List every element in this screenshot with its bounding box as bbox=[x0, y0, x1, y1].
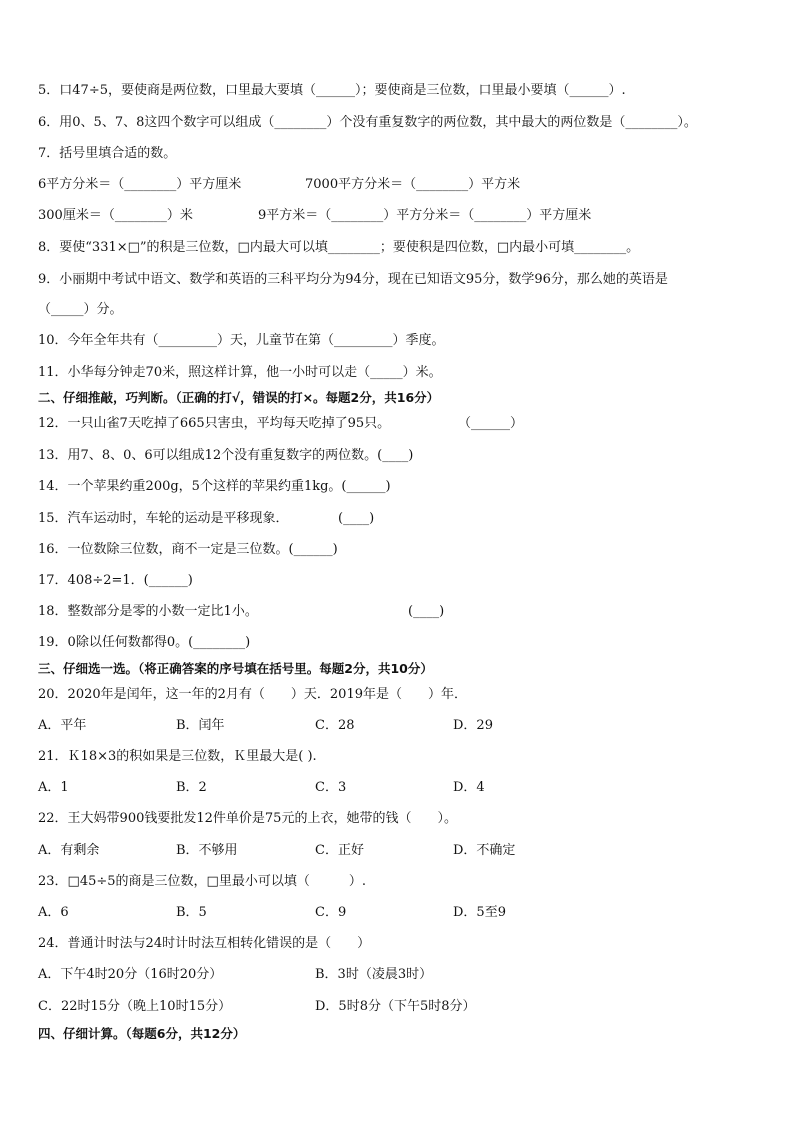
question-6: 6．用0、5、7、8这四个数字可以组成（________）个没有重复数字的两位数，其中最大的两位数是（________）。 bbox=[38, 115, 697, 130]
question-15: 15．汽车运动时，车轮的运动是平移现象． bbox=[38, 511, 289, 526]
question-24: 24．普通计时法与24时计时法互相转化错误的是（ ） bbox=[38, 936, 371, 951]
question-12: 12．一只山雀7天吃掉了665只害虫，平均每天吃掉了95只。 bbox=[38, 416, 391, 431]
question-18-blank: (____) bbox=[408, 604, 445, 619]
section-3-title: 三、仔细选一选。（将正确答案的序号填在括号里。每题2分，共10分） bbox=[38, 661, 433, 676]
question-12-blank: （______） bbox=[458, 416, 524, 431]
question-7: 7．括号里填合适的数。 bbox=[38, 146, 177, 161]
question-22-option-a: A．有剩余 bbox=[38, 843, 100, 858]
question-20: 20．2020年是闰年，这一年的2月有（ ）天．2019年是（ ）年． bbox=[38, 687, 467, 702]
question-23-option-d: D．5至9 bbox=[453, 905, 506, 920]
question-5: 5．口47÷5，要使商是两位数，口里最大要填（______）；要使商是三位数，口里最小要填（______）. bbox=[38, 83, 626, 98]
section-4-title: 四、仔细计算。（每题6分，共12分） bbox=[38, 1026, 246, 1041]
question-16: 16．一位数除三位数，商不一定是三位数。(______) bbox=[38, 542, 338, 557]
question-24-option-a: A．下午4时20分（16时20分） bbox=[38, 967, 223, 982]
question-20-option-b: B．闰年 bbox=[176, 718, 225, 733]
question-22: 22．王大妈带900钱要批发12件单价是75元的上衣，她带的钱（ ）。 bbox=[38, 811, 457, 826]
question-21: 21．Ｋ18×3的积如果是三位数，Ｋ里最大是( ). bbox=[38, 749, 317, 764]
question-13: 13．用7、8、0、6可以组成12个没有重复数字的两位数。(____) bbox=[38, 448, 414, 463]
question-8: 8．要使“331×□”的积是三位数，□内最大可以填________；要使积是四位数，□内最小可填________。 bbox=[38, 240, 640, 255]
question-7-part-b1: 300厘米＝（________）米 bbox=[38, 208, 193, 223]
question-23-option-a: A．6 bbox=[38, 905, 69, 920]
question-21-option-b: B．2 bbox=[176, 780, 207, 795]
question-14: 14．一个苹果约重200g，5个这样的苹果约重1kg。(______) bbox=[38, 479, 391, 494]
question-24-option-b: B．3时（凌晨3时） bbox=[315, 967, 433, 982]
question-22-option-c: C．正好 bbox=[315, 843, 364, 858]
question-19: 19．0除以任何数都得0。(________) bbox=[38, 635, 251, 650]
question-23: 23．□45÷5的商是三位数，□里最小可以填（ ）. bbox=[38, 874, 366, 889]
question-20-option-d: D．29 bbox=[453, 718, 493, 733]
question-22-option-d: D．不确定 bbox=[453, 843, 516, 858]
question-10: 10．今年全年共有（_________）天，儿童节在第（_________）季度。 bbox=[38, 333, 445, 348]
question-23-option-c: C．9 bbox=[315, 905, 347, 920]
question-21-option-a: A．1 bbox=[38, 780, 69, 795]
question-21-option-d: D．4 bbox=[453, 780, 485, 795]
question-7-part-a2: 7000平方分米＝（________）平方米 bbox=[305, 177, 521, 192]
question-20-option-a: A．平年 bbox=[38, 718, 87, 733]
question-22-option-b: B．不够用 bbox=[176, 843, 238, 858]
question-11: 11．小华每分钟走70米，照这样计算，他一小时可以走（_____）米。 bbox=[38, 365, 442, 380]
question-15-blank: (____) bbox=[338, 511, 375, 526]
question-9-line-2: （_____）分。 bbox=[38, 302, 123, 317]
question-7-part-b2: 9平方米＝（________）平方分米＝（________）平方厘米 bbox=[258, 208, 592, 223]
question-17: 17．408÷2=1．(______) bbox=[38, 573, 193, 588]
question-24-option-c: C．22时15分（晚上10时15分） bbox=[38, 999, 232, 1014]
question-21-option-c: C．3 bbox=[315, 780, 347, 795]
question-23-option-b: B．5 bbox=[176, 905, 207, 920]
question-9-line-1: 9．小丽期中考试中语文、数学和英语的三科平均分为94分，现在已知语文95分，数学96分，那么她的英语是 bbox=[38, 272, 668, 287]
question-7-part-a1: 6平方分米＝（________）平方厘米 bbox=[38, 177, 242, 192]
question-24-option-d: D．5时8分（下午5时8分） bbox=[315, 999, 476, 1014]
section-2-title: 二、仔细推敲，巧判断。（正确的打√，错误的打×。每题2分，共16分） bbox=[38, 390, 440, 405]
question-20-option-c: C．28 bbox=[315, 718, 355, 733]
question-18: 18．整数部分是零的小数一定比1小。 bbox=[38, 604, 258, 619]
